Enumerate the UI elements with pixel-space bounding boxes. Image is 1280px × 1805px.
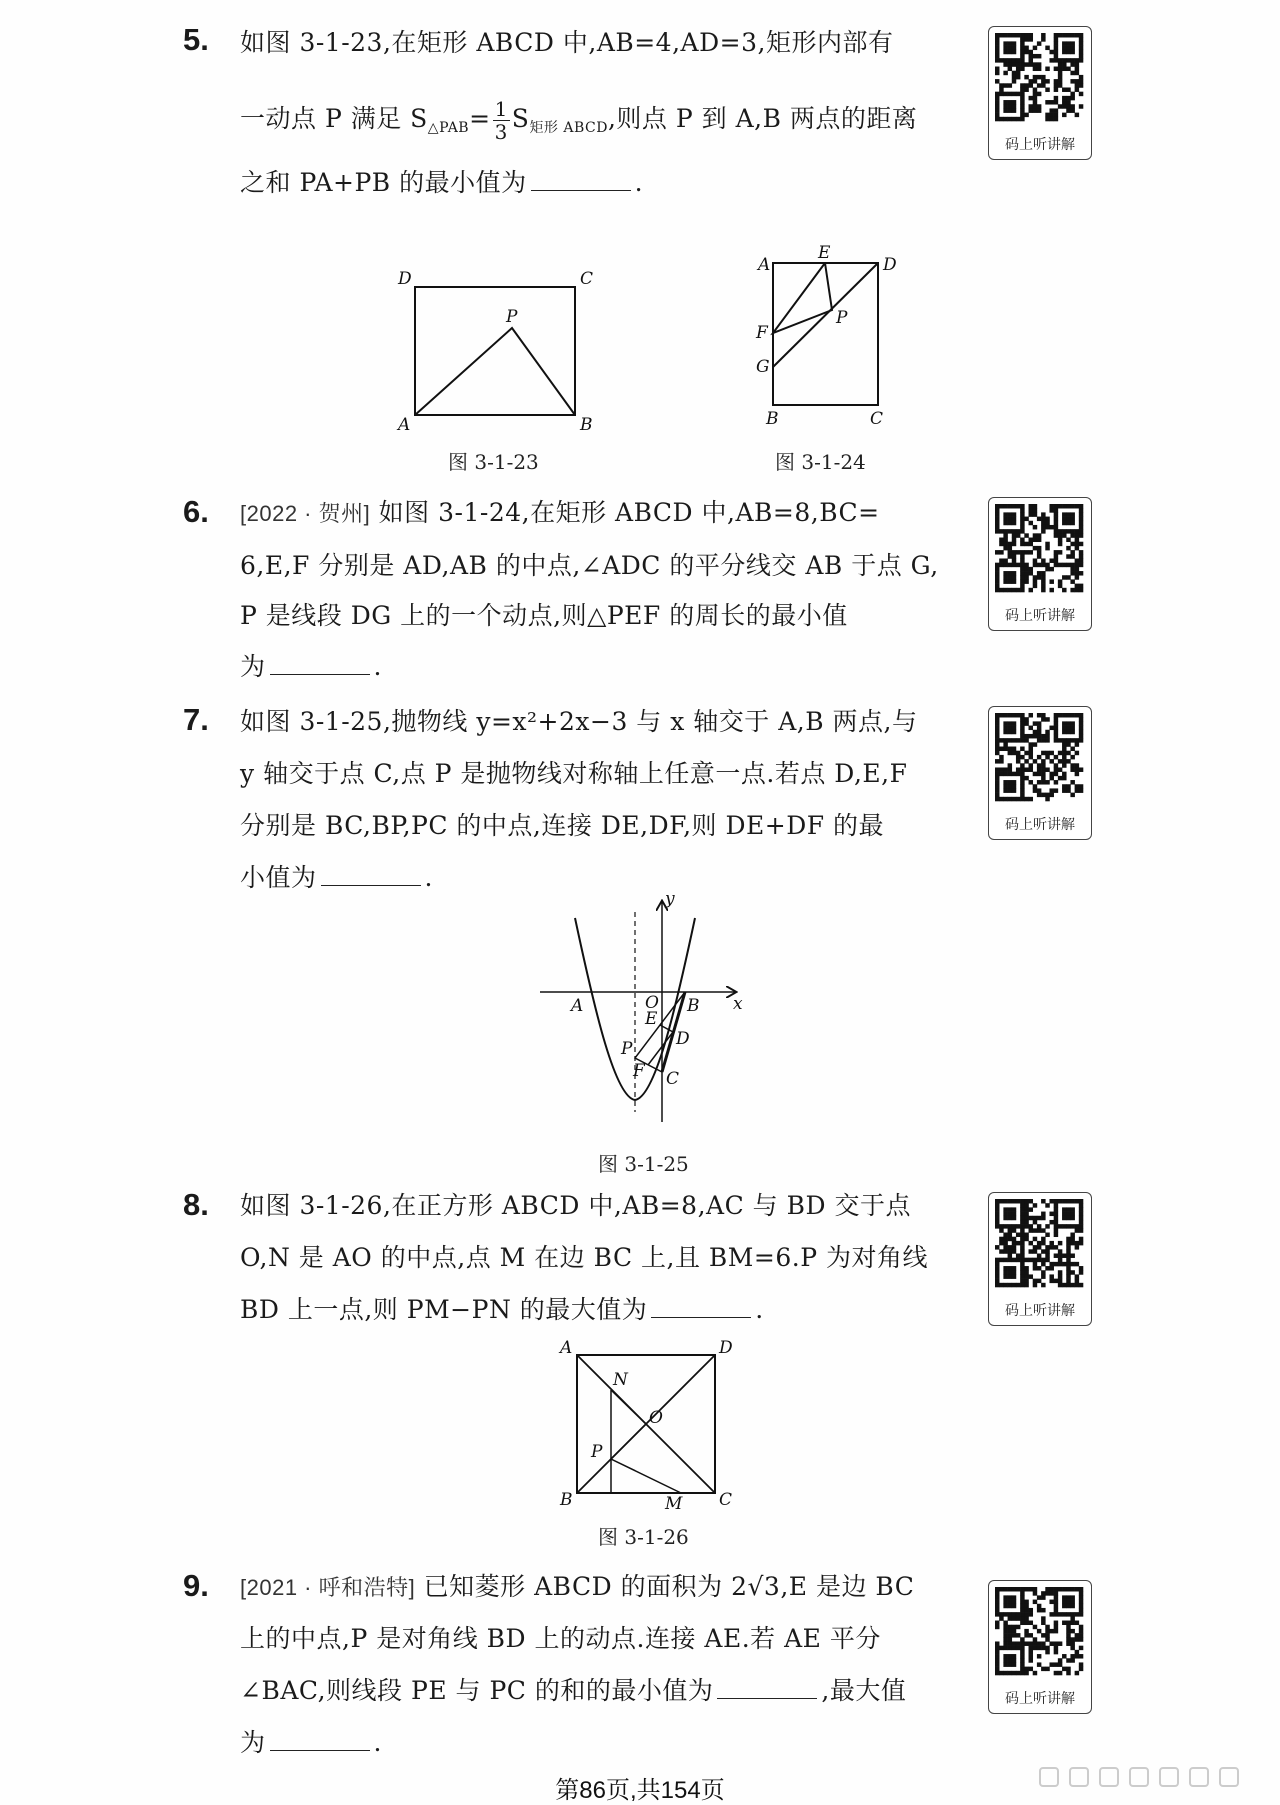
label-G: G [756,357,770,377]
problem-9-number: 9. [183,1568,209,1603]
figure-3-1-24 [748,238,908,434]
qr-label: 码上听讲解 [1005,1303,1075,1319]
label-A: A [398,415,411,435]
qr-label: 码上听讲解 [1005,1691,1075,1707]
label-F: F [756,323,768,343]
figure-3-1-23 [390,262,594,435]
problem-6-line-3: P 是线段 DG 上的一个动点,则△PEF 的周长的最小值 [240,601,848,630]
qr-code-6[interactable] [988,497,1092,631]
label-x: x [733,994,743,1014]
label-B: B [560,1490,573,1510]
qr-code-7[interactable] [988,706,1092,840]
qr-code-icon [995,1587,1083,1675]
problem-7-line-1: 如图 3-1-25,抛物线 y=x²+2x−3 与 x 轴交于 A,B 两点,与 [240,707,918,736]
problem-5-line-1: 如图 3-1-23,在矩形 ABCD 中,AB=4,AD=3,矩形内部有 [240,28,894,57]
answer-blank-max[interactable] [270,1728,370,1751]
label-B: B [687,996,700,1016]
qr-code-9[interactable] [988,1580,1092,1714]
label-P: P [506,307,518,327]
problem-7-number: 7. [183,702,209,737]
problem-9-line-1: [2021 · 呼和浩特] 已知菱形 ABCD 的面积为 2√3,E 是边 BC [240,1572,915,1601]
answer-blank[interactable] [531,168,631,191]
label-O: O [645,993,659,1013]
label-O: O [649,1408,663,1428]
answer-blank[interactable] [270,652,370,675]
label-C: C [870,409,884,429]
label-D: D [883,255,897,275]
problem-7-line-4: 小值为 . [240,863,433,892]
problem-8-line-1: 如图 3-1-26,在正方形 ABCD 中,AB=8,AC 与 BD 交于点 [240,1191,911,1220]
qr-label: 码上听讲解 [1005,817,1075,833]
page-footer: 第86页,共154页 [555,1777,725,1804]
problem-7-line-2: y 轴交于点 C,点 P 是抛物线对称轴上任意一点.若点 D,E,F [240,759,908,788]
caption-3-1-26: 图 3-1-26 [598,1525,689,1549]
label-C: C [666,1069,680,1089]
problem-6-line-4: 为 . [240,652,382,681]
label-A: A [571,996,584,1016]
label-F: F [633,1061,645,1081]
problem-6-line-2: 6,E,F 分别是 AD,AB 的中点,∠ADC 的平分线交 AB 于点 G, [240,551,939,580]
figure-3-1-26 [555,1335,740,1514]
problem-9-line-3: ∠BAC,则线段 PE 与 PC 的和的最小值为 ,最大值 [240,1676,907,1705]
qr-code-icon [995,1199,1083,1287]
source-tag: [2021 · 呼和浩特] [240,1575,416,1600]
label-E: E [645,1009,658,1029]
qr-code-5[interactable] [988,26,1092,160]
label-D: D [398,269,412,289]
caption-3-1-25: 图 3-1-25 [598,1152,689,1176]
qr-code-icon [995,33,1083,121]
problem-9-line-2: 上的中点,P 是对角线 BD 上的动点.连接 AE.若 AE 平分 [240,1624,881,1653]
label-C: C [719,1490,733,1510]
label-P: P [836,308,848,328]
qr-code-icon [995,504,1083,592]
answer-blank[interactable] [321,863,421,886]
answer-blank[interactable] [651,1295,751,1318]
problem-5-line-2: 一动点 P 满足 $S_{\triangle PAB}=$ $\frac{1}{3}$ $S_{矩形 ABCD}$,则点 P 到 A,B 两点的距离 [240,97,918,144]
qr-code-8[interactable] [988,1192,1092,1326]
problem-9-line-4: 为 . [240,1728,382,1757]
label-D: D [676,1029,690,1049]
label-M: M [665,1494,683,1514]
qr-label: 码上听讲解 [1005,608,1075,624]
problem-8-line-3: BD 上一点,则 PM−PN 的最大值为 . [240,1295,764,1324]
label-P: P [621,1039,633,1059]
caption-3-1-24: 图 3-1-24 [775,450,866,474]
problem-5-line-3: 之和 PA+PB 的最小值为 . [240,168,644,197]
problem-8-number: 8. [183,1187,209,1222]
answer-blank-min[interactable] [717,1676,817,1699]
problem-8-line-2: O,N 是 AO 的中点,点 M 在边 BC 上,且 BM=6.P 为对角线 [240,1243,928,1272]
toolbar-decoration-icon [1030,1762,1270,1792]
label-y: y [665,889,675,909]
problem-6-number: 6. [183,494,209,529]
figure-3-1-25 [535,889,755,1132]
qr-label: 码上听讲解 [1005,137,1075,153]
label-E: E [818,243,831,263]
label-B: B [580,415,593,435]
label-A: A [560,1338,573,1358]
qr-code-icon [995,713,1083,801]
label-C: C [580,269,594,289]
problem-6-line-1: [2022 · 贺州] 如图 3-1-24,在矩形 ABCD 中,AB=8,BC= [240,498,880,527]
label-D: D [719,1338,733,1358]
label-P: P [591,1442,603,1462]
label-A: A [758,255,771,275]
caption-3-1-23: 图 3-1-23 [448,450,539,474]
label-N: N [613,1370,628,1390]
label-B: B [766,409,779,429]
source-tag: [2022 · 贺州] [240,501,371,526]
problem-5-number: 5. [183,22,209,57]
problem-7-line-3: 分别是 BC,BP,PC 的中点,连接 DE,DF,则 DE+DF 的最 [240,811,885,840]
fraction-one-third: $\frac{1}{3}$ [494,97,508,144]
